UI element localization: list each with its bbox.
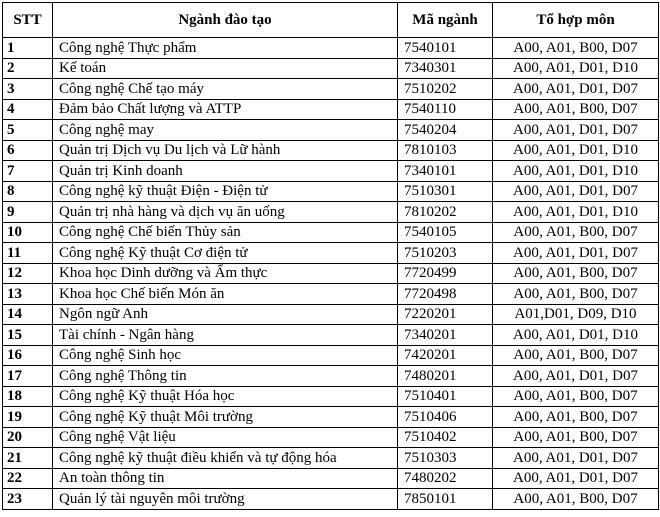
row-stt-cell: 14 bbox=[3, 304, 53, 325]
row-combo-cell: A00, A01, D01, D10 bbox=[493, 161, 659, 182]
row-code-cell: 7340101 bbox=[398, 161, 493, 182]
table-row bbox=[3, 284, 659, 305]
row-stt-cell: 10 bbox=[3, 222, 53, 243]
row-combo-cell: A00, A01, D01, D07 bbox=[493, 181, 659, 202]
row-code-cell: 7510401 bbox=[398, 386, 493, 407]
row-code-cell: 7810202 bbox=[398, 202, 493, 223]
row-major-cell: Kế toán bbox=[53, 58, 398, 79]
table-row bbox=[3, 427, 659, 448]
row-combo-cell: A00, A01, D01, D07 bbox=[493, 366, 659, 387]
row-major-cell: Công nghệ Sinh học bbox=[53, 345, 398, 366]
row-major-cell: Công nghệ Chế biến Thủy sản bbox=[53, 222, 398, 243]
row-combo-cell: A00, A01, D01, D07 bbox=[493, 120, 659, 141]
row-stt-cell: 11 bbox=[3, 243, 53, 264]
row-code-cell: 7340201 bbox=[398, 325, 493, 346]
row-stt-cell: 7 bbox=[3, 161, 53, 182]
row-combo-cell: A00, A01, B00, D07 bbox=[493, 407, 659, 428]
row-combo-cell: A00, A01, D01, D10 bbox=[493, 325, 659, 346]
row-stt-cell: 19 bbox=[3, 407, 53, 428]
row-combo-cell: A00, A01, B00, D07 bbox=[493, 263, 659, 284]
row-major-cell: Công nghệ Chế tạo máy bbox=[53, 79, 398, 100]
row-code-cell: 7510406 bbox=[398, 407, 493, 428]
row-major-cell: Công nghệ may bbox=[53, 120, 398, 141]
row-stt-cell: 16 bbox=[3, 345, 53, 366]
row-major-cell: Quản trị Dịch vụ Du lịch và Lữ hành bbox=[53, 140, 398, 161]
table-row bbox=[3, 140, 659, 161]
table-row bbox=[3, 263, 659, 284]
majors-table bbox=[2, 2, 659, 510]
row-combo-cell: A00, A01, B00, D07 bbox=[493, 222, 659, 243]
row-code-cell: 7540204 bbox=[398, 120, 493, 141]
row-major-cell: Quản lý tài nguyên môi trường bbox=[53, 489, 398, 510]
row-combo-cell: A00, A01, B00, D07 bbox=[493, 345, 659, 366]
table-row bbox=[3, 386, 659, 407]
row-stt-cell: 20 bbox=[3, 427, 53, 448]
row-combo-cell: A00, A01, D01, D07 bbox=[493, 243, 659, 264]
table-row bbox=[3, 222, 659, 243]
row-code-cell: 7510402 bbox=[398, 427, 493, 448]
row-major-cell: Công nghệ Kỹ thuật Cơ điện tử bbox=[53, 243, 398, 264]
table-row bbox=[3, 202, 659, 223]
row-major-cell: Ngôn ngữ Anh bbox=[53, 304, 398, 325]
table-row bbox=[3, 99, 659, 120]
row-stt-cell: 15 bbox=[3, 325, 53, 346]
row-code-cell: 7510301 bbox=[398, 181, 493, 202]
table-row bbox=[3, 79, 659, 100]
row-major-cell: Công nghệ Thông tin bbox=[53, 366, 398, 387]
row-major-cell: Công nghệ Kỹ thuật Hóa học bbox=[53, 386, 398, 407]
row-code-cell: 7510203 bbox=[398, 243, 493, 264]
row-major-cell: Quản trị Kinh doanh bbox=[53, 161, 398, 182]
table-row bbox=[3, 304, 659, 325]
row-code-cell: 7720499 bbox=[398, 263, 493, 284]
row-combo-cell: A00, A01, D01, D10 bbox=[493, 58, 659, 79]
row-code-cell: 7850101 bbox=[398, 489, 493, 510]
row-stt-cell: 18 bbox=[3, 386, 53, 407]
row-code-cell: 7420201 bbox=[398, 345, 493, 366]
row-major-cell: Tài chính - Ngân hàng bbox=[53, 325, 398, 346]
row-code-cell: 7540101 bbox=[398, 38, 493, 59]
row-combo-cell: A00, A01, D01, D10 bbox=[493, 140, 659, 161]
row-major-cell: Quản trị nhà hàng và dịch vụ ăn uống bbox=[53, 202, 398, 223]
table-row bbox=[3, 181, 659, 202]
row-code-cell: 7510303 bbox=[398, 448, 493, 469]
row-stt-cell: 17 bbox=[3, 366, 53, 387]
table-row bbox=[3, 489, 659, 510]
row-combo-cell: A01,D01, D09, D10 bbox=[493, 304, 659, 325]
row-stt-cell: 23 bbox=[3, 489, 53, 510]
table-row bbox=[3, 407, 659, 428]
row-stt-cell: 21 bbox=[3, 448, 53, 469]
row-major-cell: Công nghệ kỹ thuật Điện - Điện tử bbox=[53, 181, 398, 202]
row-major-cell: Công nghệ kỹ thuật điều khiển và tự động hóa bbox=[53, 448, 398, 469]
row-code-cell: 7540105 bbox=[398, 222, 493, 243]
row-code-cell: 7540110 bbox=[398, 99, 493, 120]
table-row bbox=[3, 468, 659, 489]
row-stt-cell: 8 bbox=[3, 181, 53, 202]
row-code-cell: 7810103 bbox=[398, 140, 493, 161]
row-stt-cell: 1 bbox=[3, 38, 53, 59]
table-body bbox=[3, 38, 659, 510]
row-major-cell: An toàn thông tin bbox=[53, 468, 398, 489]
table-row bbox=[3, 345, 659, 366]
row-major-cell: Công nghệ Vật liệu bbox=[53, 427, 398, 448]
row-combo-cell: A00, A01, D01, D07 bbox=[493, 448, 659, 469]
row-stt-cell: 4 bbox=[3, 99, 53, 120]
row-combo-cell: A00, A01, D01, D07 bbox=[493, 79, 659, 100]
row-combo-cell: A00, A01, B00, D07 bbox=[493, 99, 659, 120]
row-code-cell: 7220201 bbox=[398, 304, 493, 325]
row-combo-cell: A00, A01, D01, D10 bbox=[493, 202, 659, 223]
table-row bbox=[3, 58, 659, 79]
row-stt-cell: 3 bbox=[3, 79, 53, 100]
row-combo-cell: A00, A01, B00, D07 bbox=[493, 427, 659, 448]
row-major-cell: Công nghệ Thực phẩm bbox=[53, 38, 398, 59]
row-major-cell: Công nghệ Kỹ thuật Môi trường bbox=[53, 407, 398, 428]
table-row bbox=[3, 161, 659, 182]
row-code-cell: 7510202 bbox=[398, 79, 493, 100]
row-code-cell: 7480201 bbox=[398, 366, 493, 387]
table-row bbox=[3, 38, 659, 59]
row-stt-cell: 6 bbox=[3, 140, 53, 161]
header-row bbox=[3, 3, 659, 38]
row-major-cell: Khoa học Chế biến Món ăn bbox=[53, 284, 398, 305]
row-stt-cell: 22 bbox=[3, 468, 53, 489]
table-row bbox=[3, 243, 659, 264]
row-major-cell: Đảm bảo Chất lượng và ATTP bbox=[53, 99, 398, 120]
table-row bbox=[3, 448, 659, 469]
row-code-cell: 7340301 bbox=[398, 58, 493, 79]
row-stt-cell: 2 bbox=[3, 58, 53, 79]
header-combo: Tổ hợp môn bbox=[493, 3, 659, 38]
row-stt-cell: 9 bbox=[3, 202, 53, 223]
row-major-cell: Khoa học Dinh dưỡng và Ẩm thực bbox=[53, 263, 398, 284]
row-combo-cell: A00, A01, B00, D07 bbox=[493, 386, 659, 407]
header-code: Mã ngành bbox=[398, 3, 493, 38]
row-code-cell: 7720498 bbox=[398, 284, 493, 305]
row-combo-cell: A00, A01, B00, D07 bbox=[493, 284, 659, 305]
table-row bbox=[3, 120, 659, 141]
row-combo-cell: A00, A01, D01, D07 bbox=[493, 468, 659, 489]
row-stt-cell: 12 bbox=[3, 263, 53, 284]
row-code-cell: 7480202 bbox=[398, 468, 493, 489]
row-combo-cell: A00, A01, B00, D07 bbox=[493, 489, 659, 510]
header-major: Ngành đào tạo bbox=[53, 3, 398, 38]
row-stt-cell: 13 bbox=[3, 284, 53, 305]
row-combo-cell: A00, A01, B00, D07 bbox=[493, 38, 659, 59]
header-stt: STT bbox=[3, 3, 53, 38]
row-stt-cell: 5 bbox=[3, 120, 53, 141]
table-row bbox=[3, 325, 659, 346]
table-row bbox=[3, 366, 659, 387]
